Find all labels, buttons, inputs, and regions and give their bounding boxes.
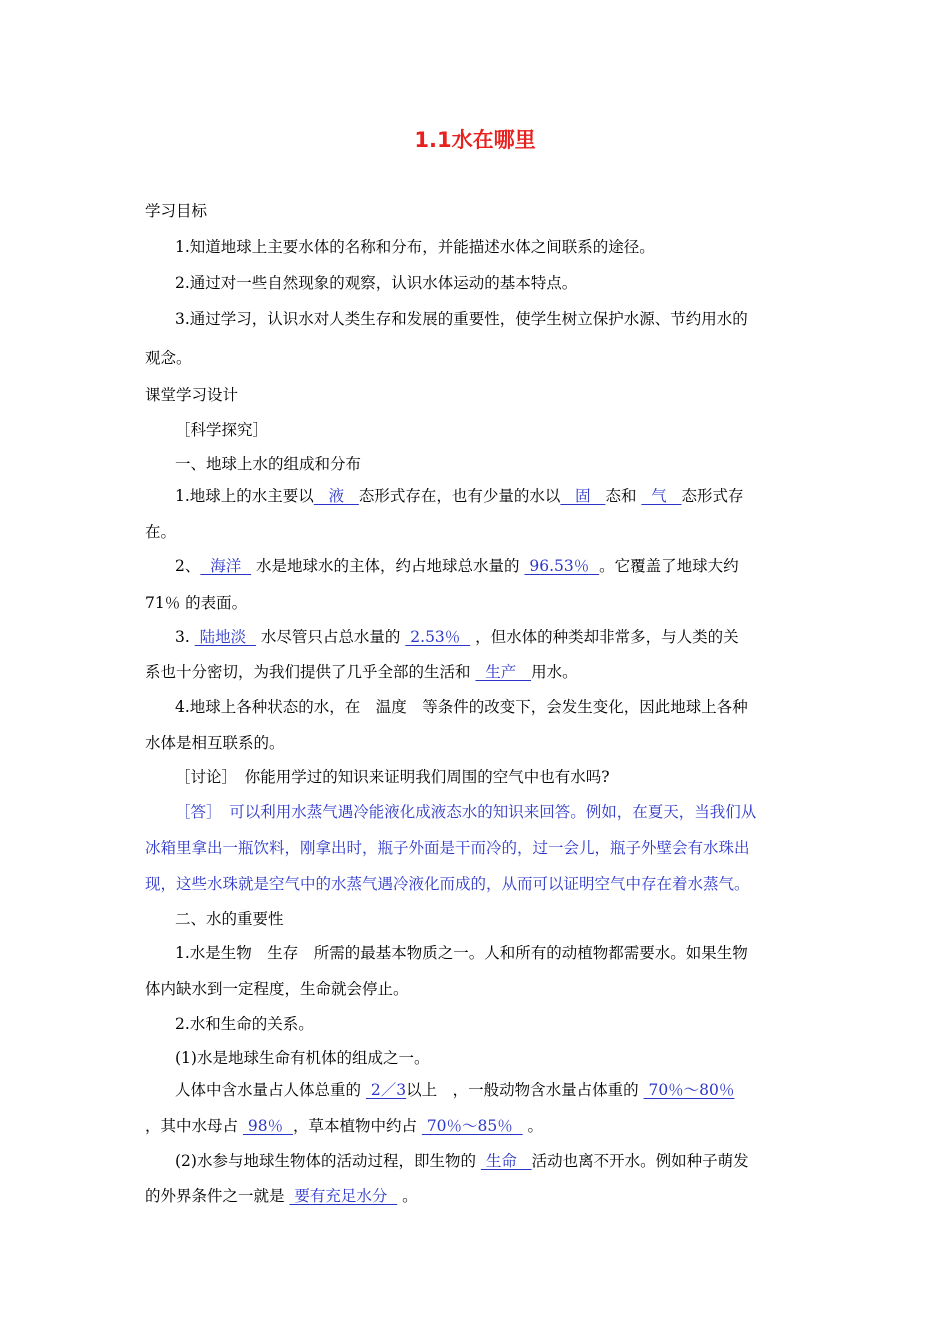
answer-line-1: ［答］ 可以利用水蒸气遇冷能液化成液态水的知识来回答。例如，在夏天，当我们从 [175, 803, 757, 821]
bw-text-5: 。 [522, 1117, 544, 1135]
answer-line-3: 现，这些水珠就是空气中的水蒸气遇冷液化而成的，从而可以证明空气中存在着水蒸气。 [145, 875, 750, 893]
goal-3-line-1: 3.通过学习，认识水对人类生存和发展的重要性，使学生树立保护水源、节约用水的 [175, 310, 748, 328]
question-3 [175, 627, 739, 647]
q2-text-3: 。它覆盖了地球大约 [599, 557, 739, 575]
goal-1: 1.知道地球上主要水体的名称和分布，并能描述水体之间联系的途径。 [175, 238, 655, 256]
importance-2-2 [175, 1151, 749, 1171]
p22-text-4: 。 [397, 1187, 418, 1205]
importance-1: 1.水是生物 生存 所需的最基本物质之一。人和所有的动植物都需要水。如果生物 [175, 944, 748, 962]
body-water-line-2 [145, 1116, 543, 1136]
bw-blank-3: 98％ [242, 1117, 293, 1135]
p22-text-2: 活动也离不开水。例如种子萌发 [531, 1152, 749, 1170]
section-2-heading: 二、水的重要性 [175, 910, 284, 928]
discussion: ［讨论］ 你能用学过的知识来证明我们周围的空气中也有水吗? [175, 768, 610, 786]
q3-text-2: 水尽管只占总水量的 [256, 628, 406, 646]
body-water-line-1 [175, 1080, 734, 1100]
page-title: 1.1水在哪里 [414, 128, 536, 152]
bw-text-2: 以上 ，一般动物含水量占体重的 [406, 1081, 644, 1099]
p22-blank-1: 生命 [480, 1152, 532, 1170]
q1-text-1: 1.地球上的水主要以 [175, 487, 314, 505]
importance-1-cont: 体内缺水到一定程度，生命就会停止。 [145, 980, 409, 998]
q2-text-2: 水是地球水的主体，约占地球总水量的 [251, 557, 525, 575]
importance-2-2-cont [145, 1186, 418, 1206]
question-3-cont [145, 662, 578, 682]
q3-text-4: 系也十分密切，为我们提供了几乎全部的生活和 [145, 663, 476, 681]
bw-blank-1: 2／3 [365, 1081, 407, 1099]
question-1 [175, 486, 744, 506]
q1-text-2: 态形式存在，也有少量的水以 [358, 487, 561, 505]
question-4: 4.地球上各种状态的水，在 温度 等条件的改变下，会发生变化，因此地球上各种 [175, 698, 748, 716]
goal-3-line-2: 观念。 [145, 349, 192, 367]
q1-text-4: 态形式存 [681, 487, 744, 505]
question-2-cont: 71％ 的表面。 [145, 594, 248, 612]
bw-blank-2: 70％～80％ [643, 1081, 735, 1099]
q1-blank-2: 固 [560, 487, 606, 505]
question-1-cont: 在。 [145, 523, 177, 541]
heading-design: 课堂学习设计 [145, 386, 239, 404]
q3-text-3: ，但水体的种类却非常多，与人类的关 [470, 628, 739, 646]
q3-text-5: 用水。 [531, 663, 578, 681]
question-2 [175, 556, 739, 576]
q1-text-3: 态和 [605, 487, 642, 505]
q3-blank-3: 生产 [475, 663, 532, 681]
section-1-heading: 一、地球上水的组成和分布 [175, 455, 362, 473]
q1-blank-3: 气 [641, 487, 682, 505]
bw-text-3: ，其中水母占 [145, 1117, 243, 1135]
explore-label: ［科学探究］ [175, 421, 269, 439]
question-4-cont: 水体是相互联系的。 [145, 734, 285, 752]
p22-blank-2: 要有充足水分 [289, 1187, 398, 1205]
q2-text-1: 2、 [175, 557, 201, 575]
q3-text-1: 3. [175, 628, 195, 646]
answer-line-2: 冰箱里拿出一瓶饮料，刚拿出时，瓶子外面是干而冷的，过一会儿，瓶子外壁会有水珠出 [145, 839, 750, 857]
importance-2-1: (1)水是地球生命有机体的组成之一。 [175, 1049, 430, 1067]
q2-blank-2: 96.53％ [524, 557, 600, 575]
bw-text-1: 人体中含水量占人体总重的 [175, 1081, 366, 1099]
q1-blank-1: 液 [313, 487, 359, 505]
heading-goals: 学习目标 [145, 202, 208, 220]
p22-text-1: (2)水参与地球生物体的活动过程，即生物的 [175, 1152, 481, 1170]
p22-text-3: 的外界条件之一就是 [145, 1187, 290, 1205]
goal-2: 2.通过对一些自然现象的观察，认识水体运动的基本特点。 [175, 274, 578, 292]
bw-blank-4: 70％～85％ [421, 1117, 523, 1135]
importance-2: 2.水和生命的关系。 [175, 1015, 314, 1033]
bw-text-4: ，草本植物中约占 [292, 1117, 422, 1135]
q2-blank-1: 海洋 [200, 557, 252, 575]
q3-blank-1: 陆地淡 [194, 628, 256, 646]
q3-blank-2: 2.53％ [405, 628, 471, 646]
